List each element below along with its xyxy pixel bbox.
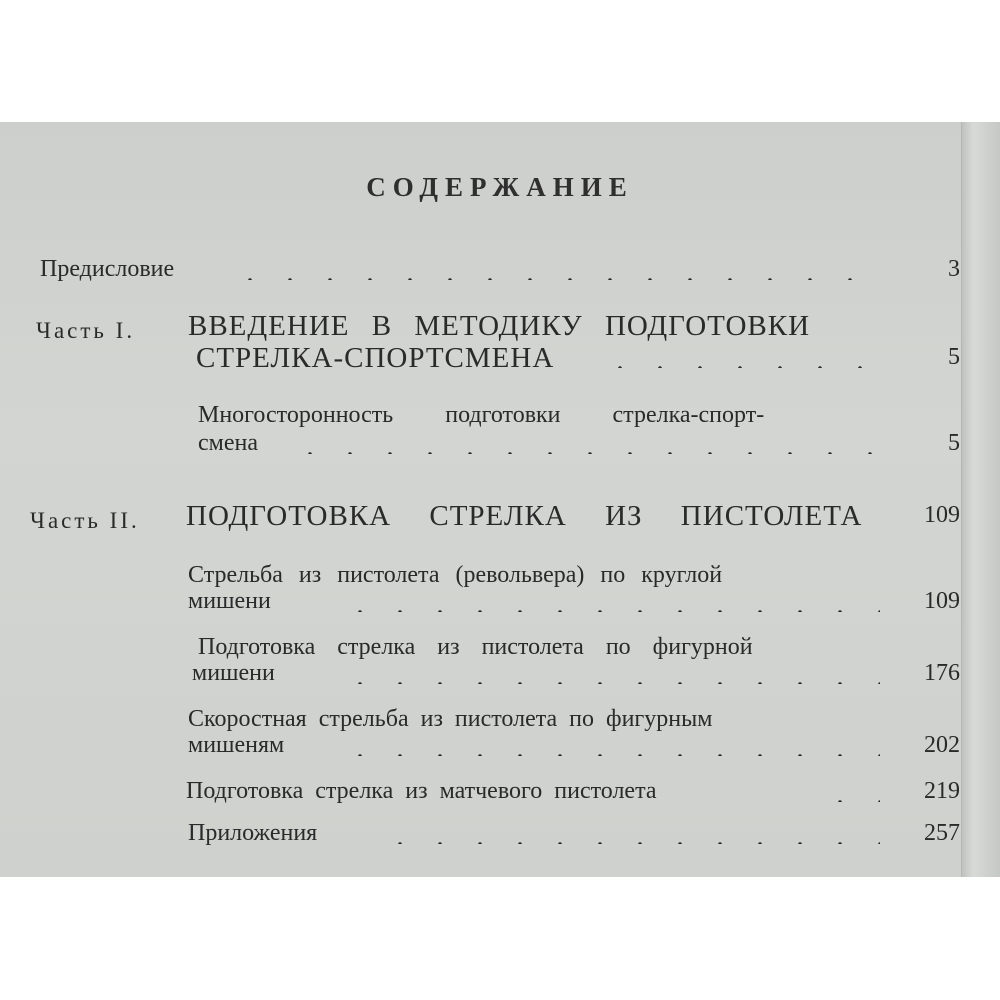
toc-entry-text: ВВЕДЕНИЕ В МЕТОДИКУ ПОДГОТОВКИ	[188, 310, 811, 342]
toc-entry-text: мишени	[192, 660, 275, 686]
toc-page-number: 3	[948, 256, 960, 282]
leader-dots	[380, 842, 880, 844]
toc-entry-text: Подготовка стрелка из пистолета по фигурной	[198, 634, 753, 660]
toc-page-number: 202	[924, 732, 960, 758]
toc-entry-text: Скоростная стрельба из пистолета по фигурным	[188, 706, 713, 732]
toc-entry-text: мишеням	[188, 732, 285, 758]
leader-dots	[340, 682, 880, 684]
toc-entry-text: Приложения	[188, 820, 318, 846]
leader-dots	[600, 366, 880, 368]
toc-entry-text: Стрельба из пистолета (револьвера) по круглой	[188, 562, 723, 588]
toc-entry-part-1-cont	[0, 344, 1000, 378]
toc-page-number: 176	[924, 660, 960, 686]
toc-entry-match-pistol	[0, 778, 1000, 812]
toc-page-number: 219	[924, 778, 960, 804]
leader-dots	[340, 610, 880, 612]
toc-page-number: 257	[924, 820, 960, 846]
toc-page-number: 5	[948, 430, 960, 456]
toc-page-number: 5	[948, 344, 960, 370]
toc-entry-figure-target-cont	[0, 660, 1000, 694]
toc-entry-appendix	[0, 820, 1000, 854]
part-label: Часть I.	[36, 318, 136, 343]
part-label: Часть II.	[30, 508, 140, 533]
leader-dots	[290, 452, 880, 454]
toc-entry-rapid-fire-cont	[0, 732, 1000, 766]
toc-entry-preface	[0, 256, 1000, 290]
toc-page-number: 109	[924, 502, 960, 528]
page-title: СОДЕРЖАНИЕ	[366, 172, 634, 202]
leader-dots	[230, 278, 870, 280]
toc-entry-text: СТРЕЛКА-СПОРТСМЕНА	[196, 342, 555, 374]
toc-entry-part-1	[0, 312, 1000, 346]
toc-entry-part-2	[0, 502, 1000, 536]
toc-entry-versatility-cont	[0, 430, 1000, 464]
toc-entry-text: мишени	[188, 588, 271, 614]
toc-entry-text: Предисловие	[40, 256, 175, 282]
toc-entry-text: Подготовка стрелка из матчевого пистолета	[186, 778, 657, 804]
toc-entry-text: смена	[198, 430, 258, 456]
toc-entry-text: Многосторонность подготовки стрелка-спорт-	[198, 402, 765, 428]
toc-entry-text: ПОДГОТОВКА СТРЕЛКА ИЗ ПИСТОЛЕТА	[186, 500, 863, 532]
toc-entry-round-target-cont	[0, 588, 1000, 622]
book-page-photo	[0, 122, 1000, 877]
toc-page-number: 109	[924, 588, 960, 614]
leader-dots	[820, 800, 880, 802]
leader-dots	[340, 754, 880, 756]
